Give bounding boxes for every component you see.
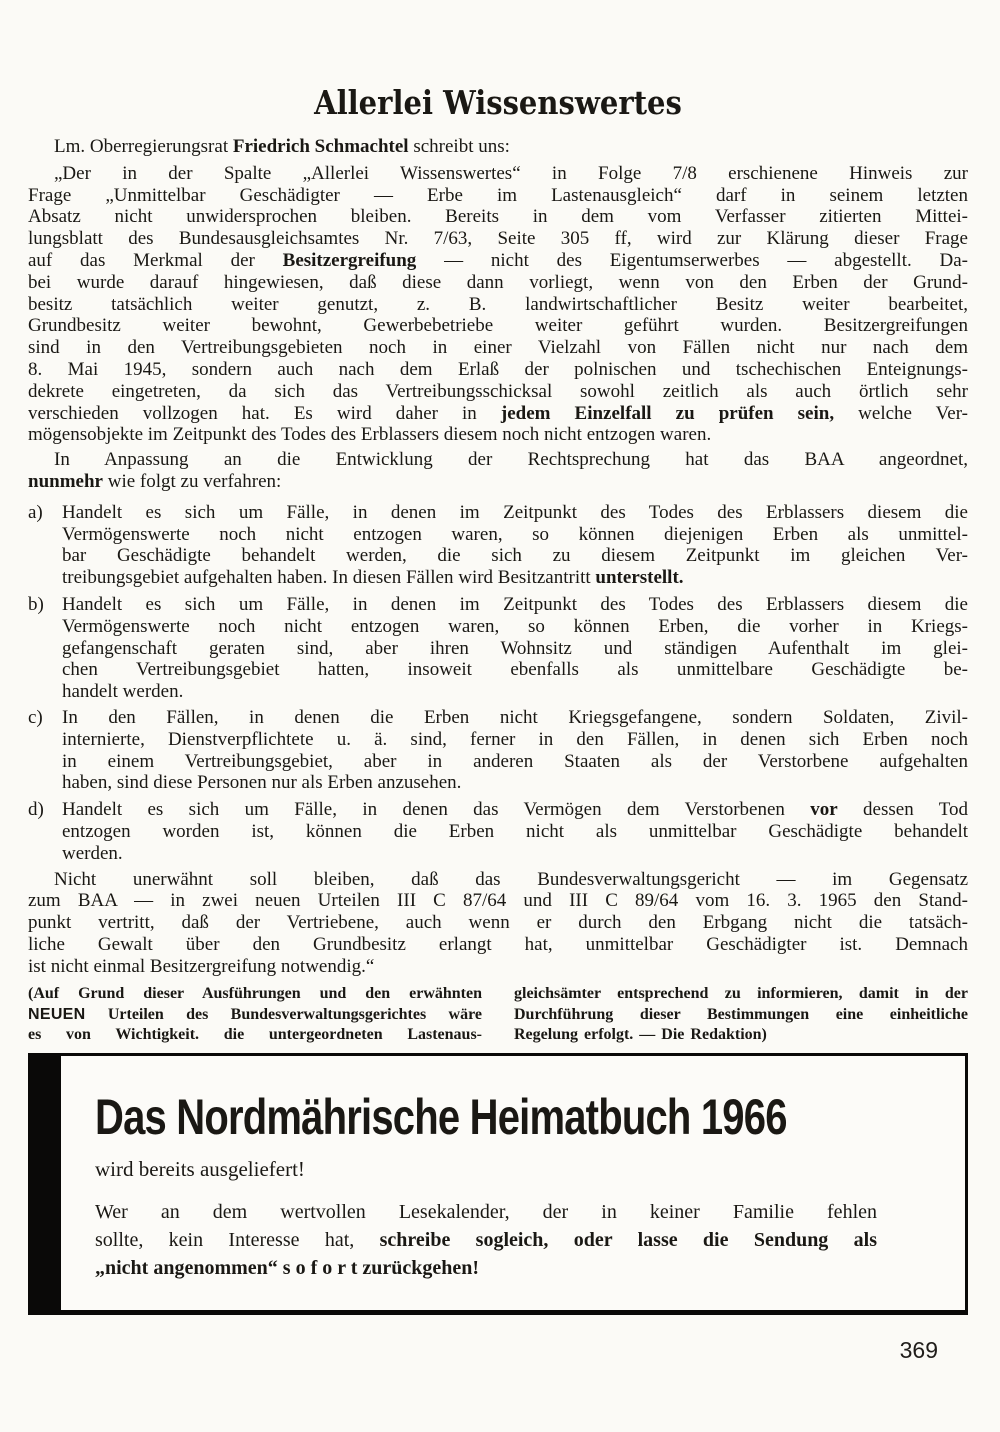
list-item-c: [28, 707, 968, 794]
list-item-b: [28, 594, 968, 703]
advertisement-headline-text: Das Nordmährische Heimatbuch 1966: [95, 1089, 787, 1146]
advertisement-box: [28, 1053, 968, 1315]
list-item-d-body: Handelt es sich um Fälle, in denen das Vermögen dem Verstorbenen vor dessen Tod entzogen worden ist, können die Erben nicht als unmittelbar Geschädigte behandelt werden.: [62, 799, 968, 864]
advertisement-subline: wird bereits ausgeliefert!: [95, 1157, 305, 1182]
list-item-b-body: Handelt es sich um Fälle, in denen im Zeitpunkt des Todes des Erblassers diesem die Vermögenswerte noch nicht entzogen waren, so können Erben, die vorher in Kriegs- gefangenschaft geraten sind, aber ihren Wohnsitz und ständigen Aufenthalt im glei- chen Vertreibungsgebiet hatten, insoweit ebenfalls als unmittelbare Geschädigte be- handelt werden.: [62, 593, 968, 703]
page-title: [28, 84, 968, 122]
page-title-text: Allerlei Wissenswertes: [314, 83, 682, 122]
intro-paragraph: Lm. Oberregierungsrat Friedrich Schmachtel schreibt uns:: [54, 136, 510, 157]
footnote-right-column: gleichsämter entsprechend zu informieren, damit in der Durchführung dieser Bestimmungen eine einheitliche Regelung erfolgt. — Die Redaktion): [514, 985, 968, 1044]
footnote-left-column: (Auf Grund dieser Ausführungen und den erwähnten NEUEN Urteilen des Bundesverwaltungsgerichtes wäre es von Wichtigkeit. die untergeordneten Lastenaus-: [28, 985, 482, 1044]
list-marker-b: b): [28, 593, 44, 615]
list-item-a: [28, 502, 968, 589]
editorial-footnote: [28, 984, 968, 1045]
list-item-c-body: In den Fällen, in denen die Erben nicht Kriegsgefangene, sondern Soldaten, Zivil- internierte, Dienstverpflichtete u. ä. sind, ferner in den Fällen, in denen sich Erben noch in einem Vertreibungsgebiet, aber in anderen Staaten als der Verstorbene aufgehalten haben, sind diese Personen nur als Erben anzusehen.: [62, 706, 968, 794]
list-marker-a: a): [28, 501, 43, 523]
closing-paragraph: Nicht unerwähnt soll bleiben, daß das Bundesverwaltungsgericht — im Gegensatz zum BAA — in zwei neuen Urteilen III C 87/64 und III C 89/64 vom 16. 3. 1965 den Stand- punkt vertritt, daß der Vertriebene, auch wenn er durch den Erbgang nicht die tatsäch- liche Gewalt über den Grundbesitz erlangt hat, unmittelbar Geschädigter ist. Demnach ist nicht einmal Besitzergreifung notwendig.“: [28, 868, 968, 977]
advertisement-left-bar: [31, 1056, 61, 1310]
list-marker-d: d): [28, 799, 44, 821]
paragraph-besitzergreifung: „Der in der Spalte „Allerlei Wissenswertes“ in Folge 7/8 erschienene Hinweis zur Frage „Unmittelbar Geschädigter — Erbe im Lastenausgleich“ darf in seinem letzten Absatz nicht unwidersprochen bleiben. Bereits in dem vom Verfasser zitierten Mittei- lungsblatt des Bundesausgleichsamtes Nr. 7/63, Seite 305 ff, wird zur Klärung dieser Frage auf das Merkmal der Besitzergreifung — nicht des Eigentumserwerbes — abgestellt. Da- bei wurde darauf hingewiesen, daß diese dann vorliegt, wenn von den Erben der Grund- besitz tatsächlich weiter genutzt, z. B. landwirtschaftlicher Besitz weiter bearbeitet, Grundbesitz weiter bewohnt, Gewerbebetriebe weiter geführt wurden. Besitzergreifungen sind in den Vertreibungsgebieten noch in einer Vielzahl von Fällen nicht nur nach dem 8. Mai 1945, sondern auch nach dem Erlaß der polnischen und tschechischen Enteignungs- dekrete eingetreten, da sich das Vertreibungsschicksal sowohl zeitlich als auch örtlich sehr verschieden vollzogen hat. Es wird daher in jedem Einzelfall zu prüfen sein, welche Ver- mögensobjekte im Zeitpunkt des Todes des Erblassers diesem noch nicht entzogen waren.: [28, 162, 969, 446]
advertisement-headline: [95, 1089, 905, 1146]
list-marker-c: c): [28, 706, 43, 728]
paragraph-baa-anordnung: In Anpassung an die Entwicklung der Rechtsprechung hat das BAA angeordnet, nunmehr wie folgt zu verfahren:: [28, 449, 968, 492]
list-item-d: [28, 799, 968, 864]
list-item-a-body: Handelt es sich um Fälle, in denen im Zeitpunkt des Todes des Erblassers diesem die Vermögenswerte noch nicht entzogen waren, so können diejenigen Erben als unmittel- bar Geschädigte behandelt werden, die sich zu diesem Zeitpunkt im gleichen Ver- treibungsgebiet aufgehalten haben. In diesen Fällen wird Besitzantritt unterstellt.: [62, 501, 968, 589]
page-number: 369: [899, 1337, 938, 1364]
advertisement-body: Wer an dem wertvollen Lesekalender, der in keiner Familie fehlen sollte, kein Interesse hat, schreibe sogleich, oder lasse die Sendung als „nicht angenommen“ s o f o r t zurückgehen!: [95, 1201, 877, 1280]
advertisement-content: [31, 1056, 965, 1310]
article: [28, 84, 968, 1364]
